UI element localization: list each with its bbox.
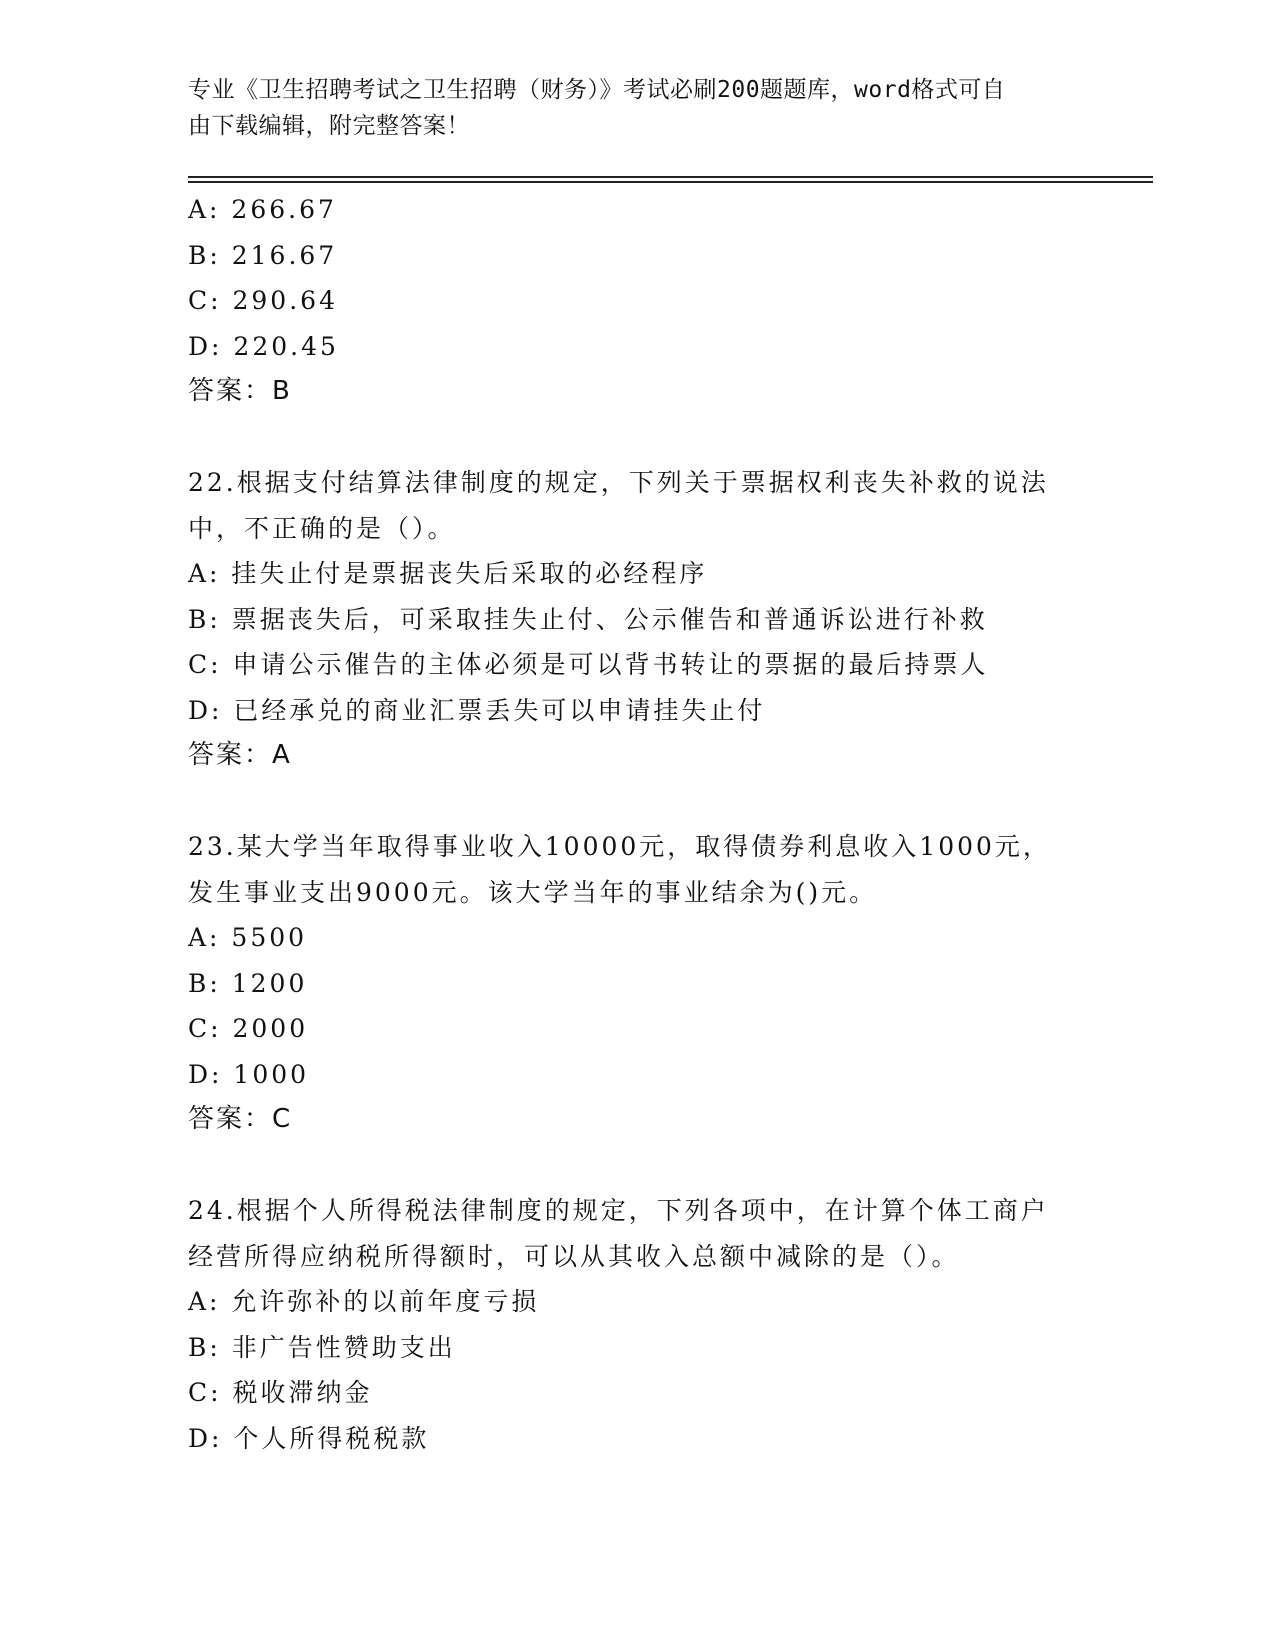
header-line-2: 由下载编辑，附完整答案！: [188, 113, 470, 139]
option-d: D: 已经承兑的商业汇票丢失可以申请挂失止付: [188, 695, 766, 725]
question-22-block: [188, 460, 1088, 779]
spacer: [188, 415, 1088, 461]
question-stem-line-2: 发生事业支出9000元。该大学当年的事业结余为()元。: [188, 877, 878, 907]
header-line-1: 专业《卫生招聘考试之卫生招聘（财务）》考试必刷200题题库，word格式可自: [188, 77, 1006, 103]
option-d: D: 个人所得税税款: [188, 1423, 430, 1453]
question-content: [188, 187, 1088, 1461]
option-b: B: 票据丧失后，可采取挂失止付、公示催告和普通诉讼进行补救: [188, 604, 988, 634]
header-divider-bottom: [188, 181, 1153, 183]
answer-line: 答案：B: [188, 376, 292, 406]
question-stem-line-1: 23.某大学当年取得事业收入10000元，取得债券利息收入1000元，: [188, 832, 1051, 861]
answer-line: 答案：A: [188, 740, 292, 770]
option-d: D: 220.45: [188, 331, 339, 361]
document-header: [188, 72, 1078, 144]
option-c: C: 税收滞纳金: [188, 1378, 373, 1407]
question-21-block: [188, 187, 1088, 415]
question-23-block: [188, 824, 1088, 1143]
header-divider-top: [188, 176, 1153, 178]
option-a: A: 266.67: [188, 195, 337, 224]
question-stem-line-2: 经营所得应纳税所得额时，可以从其收入总额中减除的是（）。: [188, 1241, 960, 1271]
option-d: D: 1000: [188, 1059, 310, 1089]
option-a: A: 5500: [188, 923, 308, 952]
option-a: A: 挂失止付是票据丧失后采取的必经程序: [188, 559, 708, 588]
question-24-block: [188, 1188, 1088, 1461]
option-c: C: 2000: [188, 1014, 309, 1043]
option-c: C: 申请公示催告的主体必须是可以背书转让的票据的最后持票人: [188, 650, 989, 679]
answer-line: 答案：C: [188, 1104, 293, 1134]
spacer: [188, 779, 1088, 825]
option-c: C: 290.64: [188, 286, 338, 315]
option-a: A: 允许弥补的以前年度亏损: [188, 1287, 540, 1316]
question-stem-line-2: 中，不正确的是（）。: [188, 513, 456, 543]
question-stem-line-1: 24.根据个人所得税法律制度的规定，下列各项中，在计算个体工商户: [188, 1196, 1049, 1225]
option-b: B: 1200: [188, 968, 308, 998]
question-stem-line-1: 22.根据支付结算法律制度的规定，下列关于票据权利丧失补救的说法: [188, 468, 1049, 497]
option-b: B: 216.67: [188, 240, 338, 270]
option-b: B: 非广告性赞助支出: [188, 1332, 456, 1362]
spacer: [188, 1143, 1088, 1189]
